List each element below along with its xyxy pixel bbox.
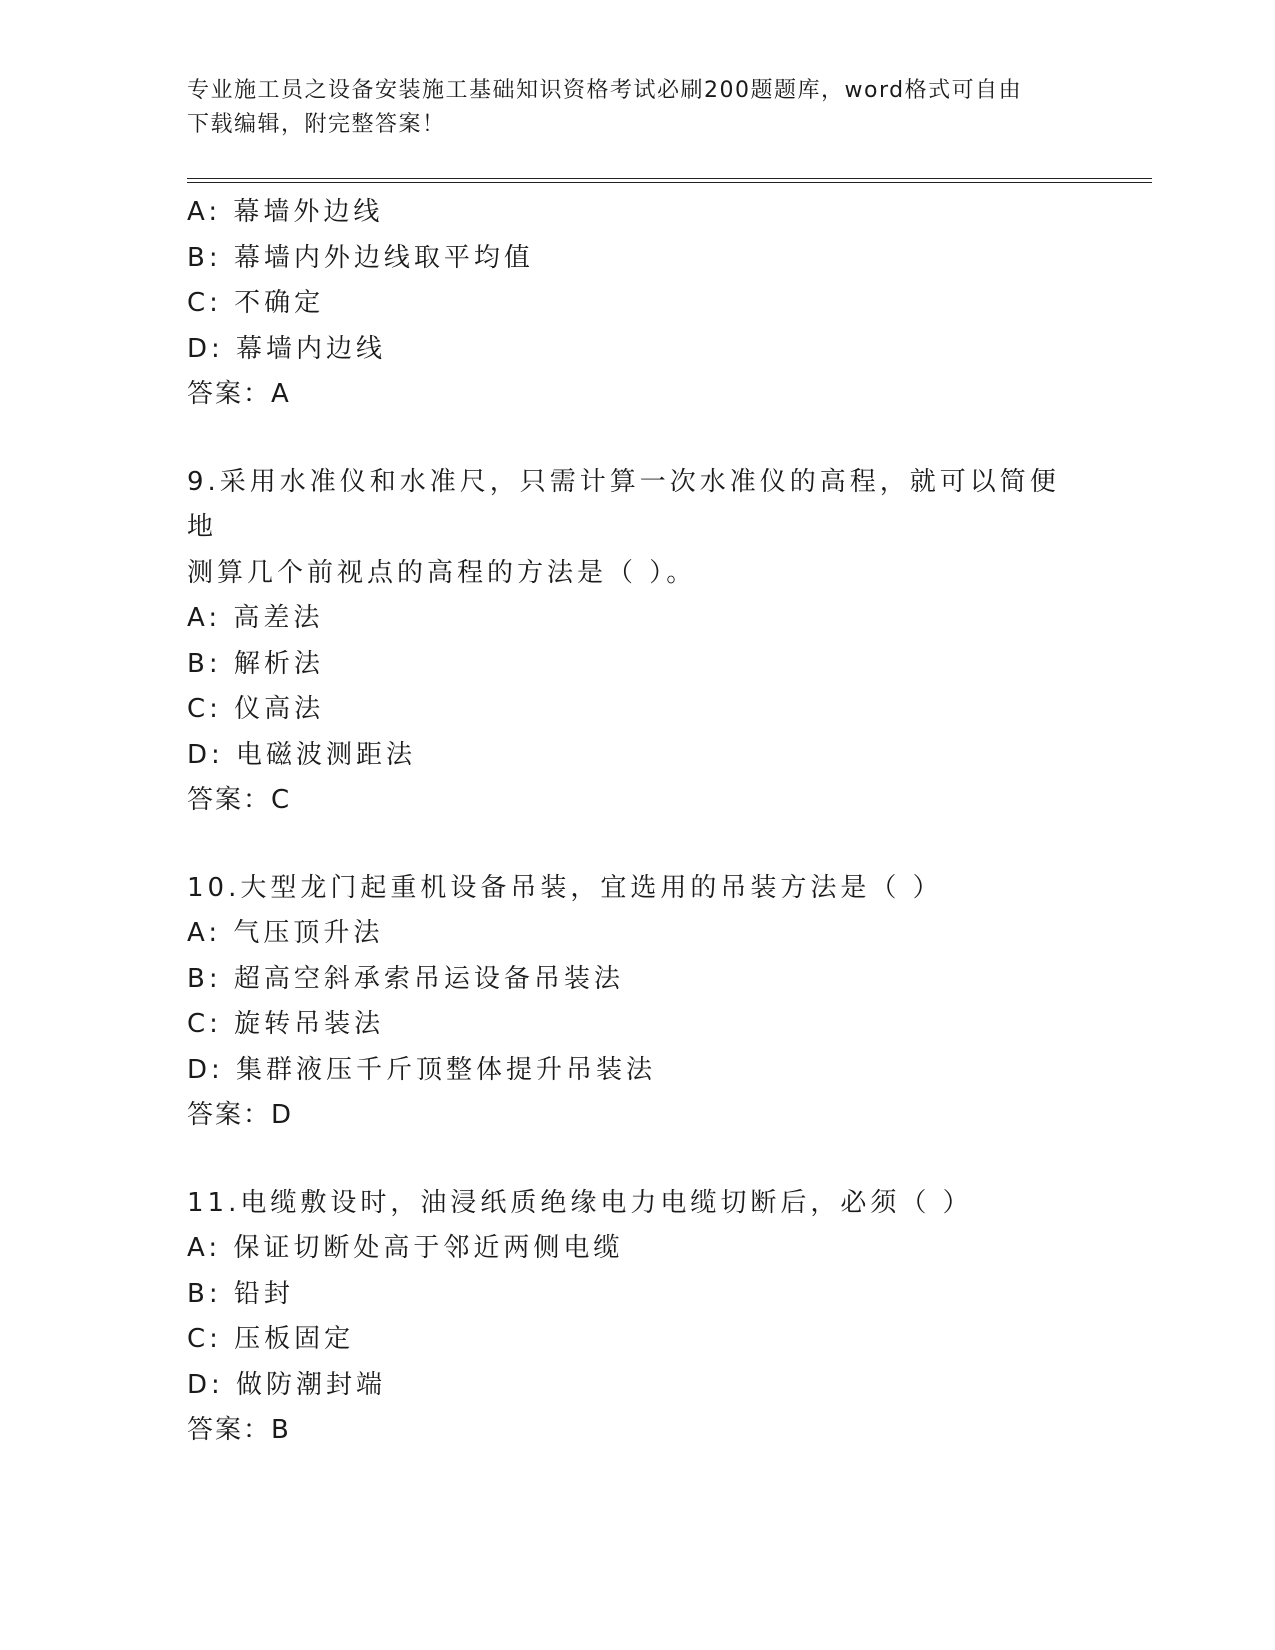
question-8 bbox=[187, 190, 1087, 418]
option-a: A: 幕墙外边线 bbox=[187, 197, 384, 227]
question-stem: 11.电缆敷设时，油浸纸质绝缘电力电缆切断后，必须（ ） bbox=[187, 1187, 973, 1218]
option-a: A: 高差法 bbox=[187, 603, 324, 633]
question-10 bbox=[187, 866, 1087, 1139]
option-c: C: 不确定 bbox=[187, 288, 325, 318]
option-d: D: 做防潮封端 bbox=[187, 1369, 387, 1400]
option-b: B: 铅封 bbox=[187, 1278, 294, 1309]
option-d: D: 电磁波测距法 bbox=[187, 739, 417, 770]
option-d: D: 幕墙内边线 bbox=[187, 333, 387, 364]
option-a: A: 保证切断处高于邻近两侧电缆 bbox=[187, 1233, 624, 1263]
option-b: B: 幕墙内外边线取平均值 bbox=[187, 242, 534, 273]
answer-label: 答案：C bbox=[187, 785, 292, 815]
option-c: C: 压板固定 bbox=[187, 1324, 355, 1354]
option-c: C: 旋转吊装法 bbox=[187, 1009, 385, 1039]
question-11 bbox=[187, 1181, 1087, 1454]
question-stem-line-2: 测算几个前视点的高程的方法是（ ）。 bbox=[187, 557, 697, 588]
header-line-1: 专业施工员之设备安装施工基础知识资格考试必刷200题题库，word格式可自由 bbox=[187, 78, 1023, 103]
question-9 bbox=[187, 460, 1087, 824]
header-divider-top bbox=[187, 178, 1152, 179]
answer-label: 答案：A bbox=[187, 379, 291, 409]
option-b: B: 超高空斜承索吊运设备吊装法 bbox=[187, 963, 624, 994]
document-header bbox=[187, 74, 1067, 142]
answer-label: 答案：B bbox=[187, 1415, 291, 1445]
question-list bbox=[187, 190, 1087, 1454]
option-b: B: 解析法 bbox=[187, 648, 324, 679]
answer-label: 答案：D bbox=[187, 1100, 294, 1130]
header-divider-bottom bbox=[187, 182, 1152, 183]
option-a: A: 气压顶升法 bbox=[187, 918, 384, 948]
question-stem: 10.大型龙门起重机设备吊装，宜选用的吊装方法是（ ） bbox=[187, 872, 943, 903]
question-stem-line-1: 9.采用水准仪和水准尺，只需计算一次水准仪的高程，就可以简便地 bbox=[187, 466, 1060, 542]
option-d: D: 集群液压千斤顶整体提升吊装法 bbox=[187, 1054, 657, 1085]
option-c: C: 仪高法 bbox=[187, 694, 325, 724]
header-line-2: 下载编辑，附完整答案！ bbox=[187, 112, 446, 137]
